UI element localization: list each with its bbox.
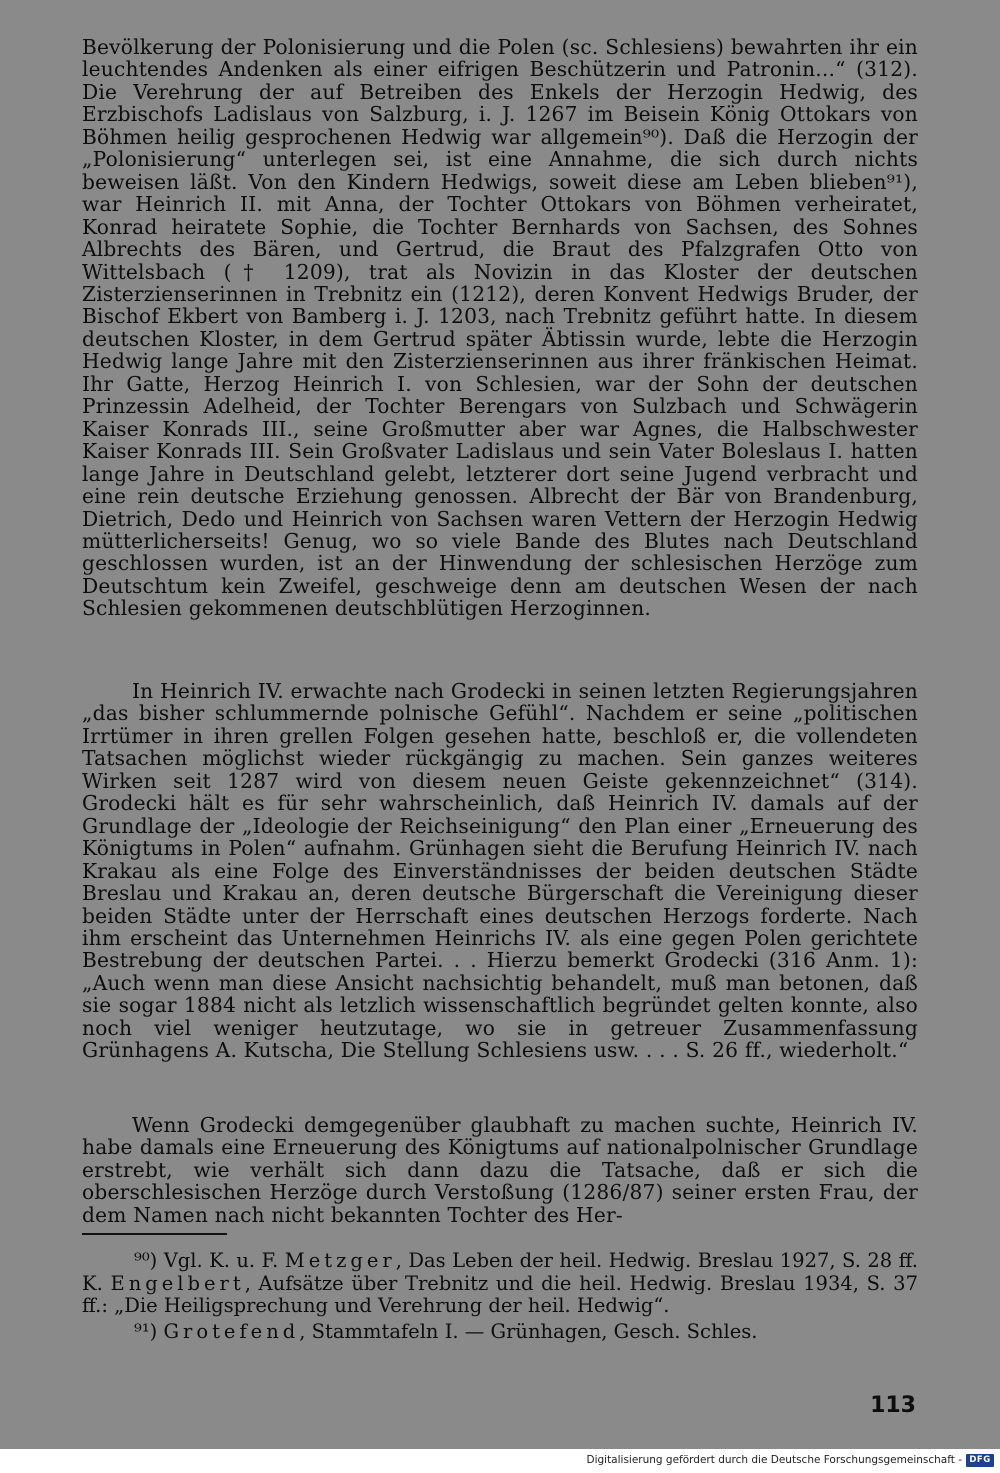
- footnotes: [82, 1250, 918, 1343]
- paragraph-2: In Heinrich IV. erwachte nach Grodecki in seinen letzten Regierungsjahren „das bisher schlummernde polnische Gefühl“. Nachdem er seine „politischen Irrtümer in ihren grellen Folgen gesehen hatte, beschloß er, die vollendeten Tatsachen möglichst wieder rückgängig zu machen. Sein ganzes weiteres Wirken seit 1287 wird von diesem neuen Geiste gekennzeichnet“ (314). Grodecki hält es für sehr wahrscheinlich, daß Heinrich IV. damals auf der Grundlage der „Ideologie der Reichseinigung“ den Plan einer „Erneuerung des Königtums in Polen“ aufnahm. Grünhagen sieht die Berufung Heinrich IV. nach Krakau als eine Folge des Einverständnisses der beiden deutschen Städte Breslau und Krakau an, deren deutsche Bürgerschaft die Vereinigung dieser beiden Städte unter der Herrschaft eines deutschen Herzogs forderte. Nach ihm erscheint das Unternehmen Heinrichs IV. als eine gegen Polen gerichtete Bestrebung der deutschen Partei. . . Hierzu bemerkt Grodecki (316 Anm. 1): „Auch wenn man diese Ansicht nachsichtig behandelt, muß man betonen, daß sie sogar 1884 nicht als letzlich wissenschaftlich begründet gelten konnte, also noch viel weniger heutzutage, wo sie in getreuer Zusammenfassung Grünhagens A. Kutscha, Die Stellung Schlesiens usw. . . . S. 26 ff., wiederholt.“: [82, 679, 918, 1063]
- footnote-91: ⁹¹) Grotefend, Stammtafeln I. — Grünhagen, Gesch. Schles.: [134, 1319, 758, 1343]
- main-text: [82, 36, 918, 1226]
- author-name: Engelbert: [110, 1271, 245, 1295]
- paragraph-3: Wenn Grodecki demgegenüber glaubhaft zu machen suchte, Heinrich IV. habe damals eine Erneuerung des Königtums auf nationalpolnischer Grundlage erstrebt, wie verhält sich dann dazu die Tatsache, daß er sich die oberschlesischen Herzöge durch Verstoßung (1286/87) seiner ersten Frau, der dem Namen nach nicht bekannten Tochter des Her-: [82, 1113, 918, 1227]
- digitization-credit-bar: [0, 1449, 1000, 1473]
- footnote-marker: ⁹¹): [134, 1319, 158, 1343]
- dfg-logo-icon: DFG: [966, 1454, 994, 1467]
- author-name: Grotefend: [163, 1319, 300, 1343]
- paragraph-1: Bevölkerung der Polonisierung und die Polen (sc. Schlesiens) bewahrten ihr ein leuchtendes Andenken als einer eifrigen Beschützerin und Patronin...“ (312). Die Verehrung der auf Betreiben des Enkels der Herzogin Hedwig, des Erzbischofs Ladislaus von Salzburg, i. J. 1267 im Beisein König Ottokars von Böhmen heilig gesprochenen Hedwig war allgemein⁹⁰). Daß die Herzogin der „Polonisierung“ unterlegen sei, ist eine Annahme, die sich durch nichts beweisen läßt. Von den Kindern Hedwigs, soweit diese am Leben blieben⁹¹), war Heinrich II. mit Anna, der Tochter Ottokars von Böhmen verheiratet, Konrad heiratete Sophie, die Tochter Bernhards von Sachsen, des Sohnes Albrechts des Bären, und Gertrud, die Braut des Pfalzgrafen Otto von Wittelsbach († 1209), trat als Novizin in das Kloster der deutschen Zisterzienserinnen in Trebnitz ein (1212), deren Konvent Hedwigs Bruder, der Bischof Ekbert von Bamberg i. J. 1203, nach Trebnitz geführt hatte. In diesem deutschen Kloster, in dem Gertrud später Äbtissin wurde, lebte die Herzogin Hedwig lange Jahre mit den Zisterzienserinnen aus ihrer fränkischen Heimat. Ihr Gatte, Herzog Heinrich I. von Schlesien, war der Sohn der deutschen Prinzessin Adelheid, der Tochter Berengars von Sulzbach und Schwägerin Kaiser Konrads III., seine Großmutter aber war Agnes, die Halbschwester Kaiser Konrads III. Sein Großvater Ladislaus und sein Vater Boleslaus I. hatten lange Jahre in Deutschland gelebt, letzterer dort seine Jugend verbracht und eine rein deutsche Erziehung genossen. Albrecht der Bär von Brandenburg, Dietrich, Dedo und Heinrich von Sachsen waren Vettern der Herzogin Hedwig mütterlicherseits! Genug, wo so viele Bande des Blutes nach Deutschland geschlossen wurden, ist an der Hinwendung der schlesischen Herzöge zum Deutschtum kein Zweifel, geschweige denn am deutschen Wesen der nach Schlesien gekommenen deutschblütigen Herzoginnen.: [82, 35, 918, 621]
- footnote-separator: [82, 1233, 227, 1235]
- page-number: 113: [870, 1393, 916, 1418]
- credit-text: Digitalisierung gefördert durch die Deutsche Forschungsgemeinschaft -: [586, 1454, 962, 1466]
- footnote-marker: ⁹⁰): [134, 1249, 158, 1272]
- author-name: Metzger: [284, 1249, 396, 1272]
- footnote-90: ⁹⁰) Vgl. K. u. F. Metzger, Das Leben der heil. Hedwig. Breslau 1927, S. 28 ff. K. Engelbert, Aufsätze über Trebnitz und die heil. Hedwig. Breslau 1934, S. 37 ff.: „Die Heiligsprechung und Verehrung der heil. Hedwig“.: [82, 1249, 918, 1318]
